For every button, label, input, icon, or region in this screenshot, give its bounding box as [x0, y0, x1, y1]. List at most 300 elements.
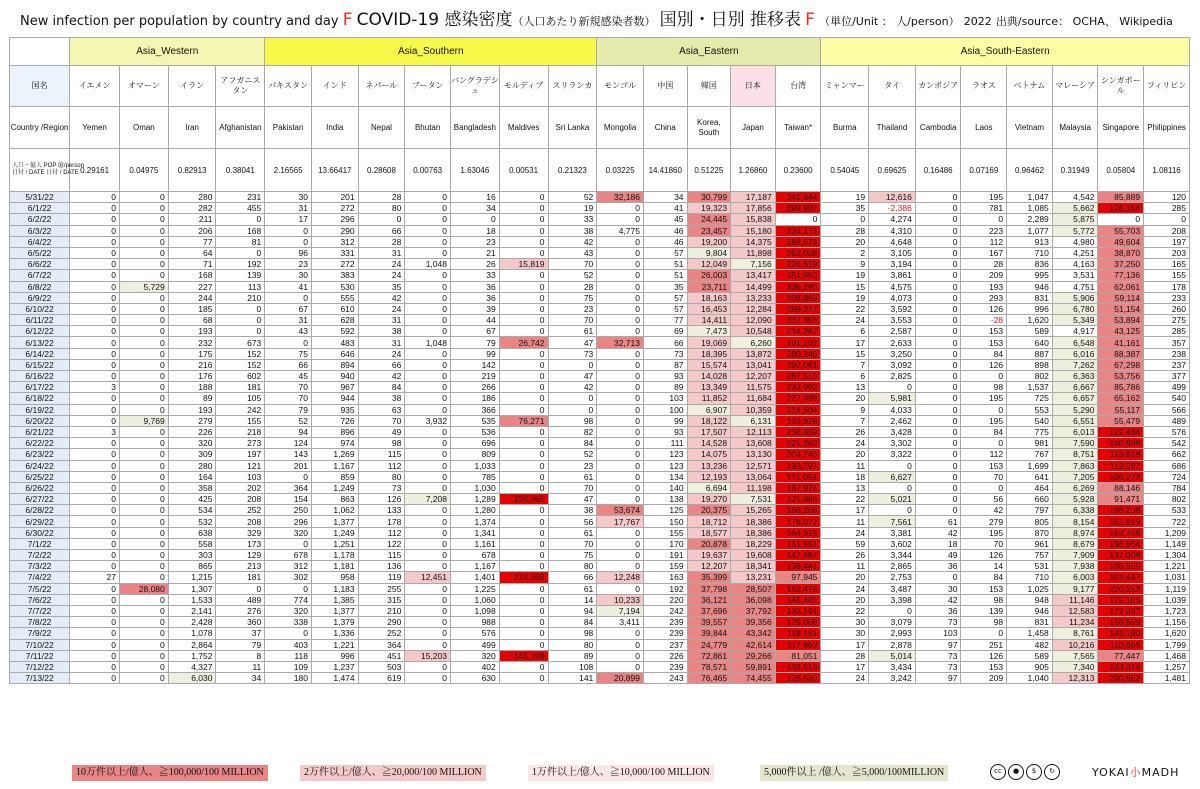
value-cell: 0 [499, 527, 548, 538]
value-cell: 20 [821, 393, 869, 404]
value-cell: 14,411 [687, 315, 731, 326]
value-cell: 0 [119, 292, 168, 303]
value-cell: 155 [216, 415, 265, 426]
value-cell: 100 [643, 404, 687, 415]
value-cell: 320 [265, 605, 312, 616]
value-cell: 1,289 [450, 494, 499, 505]
value-cell: 133 [358, 505, 405, 516]
value-cell: 3,381 [869, 527, 916, 538]
value-cell: 181 [216, 382, 265, 393]
value-cell: 555 [311, 292, 358, 303]
value-cell: 81,051 [775, 650, 821, 661]
by-icon: ● [1008, 764, 1024, 780]
region-header: Asia_Eastern [597, 38, 821, 66]
value-cell: 17 [821, 505, 869, 516]
value-cell: 1,167 [311, 460, 358, 471]
value-cell: 12,207 [687, 561, 731, 572]
value-cell: 18,386 [731, 516, 776, 527]
value-cell: 59 [821, 538, 869, 549]
value-cell: 0 [265, 337, 312, 348]
value-cell: 309 [168, 449, 216, 460]
value-cell: 364 [265, 482, 312, 493]
value-cell: 0 [216, 583, 265, 594]
value-cell: 36,098 [731, 594, 776, 605]
value-cell: 6,260 [731, 337, 776, 348]
value-cell: 171,051 [775, 471, 821, 482]
value-cell: 203 [1144, 247, 1190, 258]
value-cell: 3,344 [869, 550, 916, 561]
value-cell: 19 [548, 203, 597, 214]
value-cell: 767 [1007, 449, 1053, 460]
value-cell: 37,798 [687, 583, 731, 594]
country-name-en: Iran [168, 107, 216, 149]
value-cell: 0 [405, 538, 451, 549]
value-cell: 0 [548, 359, 597, 370]
value-cell: 722 [1144, 516, 1190, 527]
value-cell: 0 [405, 371, 451, 382]
value-cell: 36 [915, 605, 961, 616]
value-cell: 61 [548, 471, 597, 482]
value-cell: 0 [499, 382, 548, 393]
value-cell: 0 [597, 371, 644, 382]
value-cell: 1,149 [1144, 538, 1190, 549]
value-cell: 20 [821, 236, 869, 247]
value-cell: 193,928 [775, 415, 821, 426]
value-cell: 66 [358, 225, 405, 236]
date-cell: 6/11/22 [10, 315, 70, 326]
value-cell: 19,200 [687, 236, 731, 247]
value-cell: 9,769 [119, 415, 168, 426]
value-cell: 178,072 [775, 516, 821, 527]
value-cell: 15,838 [731, 214, 776, 225]
value-cell: 70 [265, 393, 312, 404]
value-cell: 2,141 [168, 605, 216, 616]
country-name-en: Malaysia [1052, 107, 1098, 149]
value-cell: 0 [775, 214, 821, 225]
value-cell: 1,167 [450, 561, 499, 572]
value-cell: 296 [265, 516, 312, 527]
country-name-jp: スリランカ [548, 66, 597, 107]
region-header: Asia_South-Eastern [821, 38, 1190, 66]
value-cell: 18,122 [687, 415, 731, 426]
value-cell: 12,451 [405, 572, 451, 583]
value-cell: 36 [915, 561, 961, 572]
value-cell: 70 [358, 415, 405, 426]
value-cell: 77 [168, 236, 216, 247]
value-cell: 14,528 [687, 438, 731, 449]
table-row [10, 303, 1190, 314]
value-cell: 280 [168, 460, 216, 471]
value-cell: 73 [915, 650, 961, 661]
value-cell: 14 [961, 561, 1007, 572]
value-cell: 67 [265, 303, 312, 314]
value-cell: 1,030 [450, 482, 499, 493]
table-row [10, 494, 1190, 505]
value-cell: 42 [548, 236, 597, 247]
country-name-en: Oman [119, 107, 168, 149]
value-cell: 33 [450, 270, 499, 281]
value-cell: 0 [70, 628, 120, 639]
value-cell: 13,130 [731, 449, 776, 460]
date-cell: 6/3/22 [10, 225, 70, 236]
legend-20000: 2万件以上/億人、≧20,000/100 MILLION [300, 765, 486, 781]
value-cell: 0 [70, 460, 120, 471]
value-cell: 223 [961, 225, 1007, 236]
value-cell: 7,565 [1052, 650, 1098, 661]
country-name-en: Cambodia [915, 107, 961, 149]
value-cell: 44 [450, 315, 499, 326]
value-cell: 3,194 [869, 259, 916, 270]
value-cell: 4,274 [869, 214, 916, 225]
country-name-en: Pakistan [265, 107, 312, 149]
value-cell: 53,894 [1098, 315, 1144, 326]
value-cell: 65,162 [1098, 393, 1144, 404]
value-cell: 358 [168, 482, 216, 493]
value-cell: 628 [311, 315, 358, 326]
value-cell: 540 [1007, 415, 1053, 426]
date-cell: 7/2/22 [10, 550, 70, 561]
value-cell: 0 [499, 628, 548, 639]
value-cell: 894 [311, 359, 358, 370]
value-cell: 4,917 [1052, 326, 1098, 337]
date-cell: 6/25/22 [10, 471, 70, 482]
country-name-jp: バングラデシュ [450, 66, 499, 107]
value-cell: 0 [119, 482, 168, 493]
value-cell: 1,481 [1144, 673, 1190, 684]
value-cell: 24 [358, 348, 405, 359]
value-cell: 0 [70, 650, 120, 661]
value-cell: 272 [311, 259, 358, 270]
value-cell: 831 [1007, 292, 1053, 303]
value-cell: 76,271 [499, 415, 548, 426]
value-cell: 121 [216, 460, 265, 471]
value-cell: 14,375 [731, 236, 776, 247]
value-cell: 224,619 [775, 259, 821, 270]
value-cell: 24 [821, 438, 869, 449]
value-cell: 12,616 [869, 192, 916, 203]
country-name-jp: オマーン [119, 66, 168, 107]
title-english: New infection per population by country and day [20, 14, 339, 29]
date-cell: 6/1/22 [10, 203, 70, 214]
country-name-en: China [643, 107, 687, 149]
value-cell: 192 [643, 583, 687, 594]
value-cell: 641 [1007, 471, 1053, 482]
value-cell: 55,117 [1098, 404, 1144, 415]
value-cell: 28 [358, 192, 405, 203]
value-cell: 226 [643, 650, 687, 661]
value-cell: 619 [358, 673, 405, 684]
value-cell: 0 [915, 292, 961, 303]
value-cell: 1,183 [311, 583, 358, 594]
value-cell: 1,025 [1007, 583, 1053, 594]
value-cell: 7,863 [1052, 460, 1098, 471]
value-cell: 1,377 [311, 605, 358, 616]
value-cell: 535 [450, 415, 499, 426]
value-cell: 126 [961, 650, 1007, 661]
value-cell: 0 [915, 438, 961, 449]
value-cell: 996 [311, 650, 358, 661]
population-value: 0.29161 [70, 149, 120, 192]
value-cell: 0 [265, 471, 312, 482]
date-cell: 6/15/22 [10, 359, 70, 370]
value-cell: 3,592 [869, 303, 916, 314]
date-cell: 7/4/22 [10, 572, 70, 583]
value-cell: 113 [216, 281, 265, 292]
value-cell: 0 [915, 281, 961, 292]
value-cell: 126 [961, 550, 1007, 561]
value-cell: 0 [869, 605, 916, 616]
value-cell: 26 [450, 259, 499, 270]
table-row [10, 594, 1190, 605]
value-cell: 12,193 [687, 471, 731, 482]
date-cell: 6/7/22 [10, 270, 70, 281]
value-cell: 3 [70, 426, 120, 437]
value-cell: 23 [450, 236, 499, 247]
value-cell: 0 [1144, 214, 1190, 225]
value-cell: 22 [821, 494, 869, 505]
value-cell: 0 [499, 326, 548, 337]
value-cell: 0 [961, 628, 1007, 639]
value-cell: 536 [450, 426, 499, 437]
value-cell: 6,551 [1052, 415, 1098, 426]
value-cell: 0 [499, 371, 548, 382]
table-row [10, 393, 1190, 404]
value-cell: 123 [643, 449, 687, 460]
value-cell: 0 [597, 561, 644, 572]
value-cell: 531 [1007, 561, 1053, 572]
value-cell: 566 [1144, 404, 1190, 415]
value-cell: 0 [499, 516, 548, 527]
value-cell: 0 [961, 371, 1007, 382]
value-cell: 6,548 [1052, 337, 1098, 348]
value-cell: 94 [265, 426, 312, 437]
value-cell: 0 [915, 426, 961, 437]
country-name-en: Nepal [358, 107, 405, 149]
value-cell: 0 [499, 281, 548, 292]
value-cell: 138 [643, 494, 687, 505]
value-cell: 89 [643, 382, 687, 393]
value-cell: 0 [499, 673, 548, 684]
value-cell: 0 [405, 673, 451, 684]
value-cell: 0 [597, 214, 644, 225]
date-cell: 7/1/22 [10, 538, 70, 549]
value-cell: 168 [216, 225, 265, 236]
value-cell: 351,653 [775, 270, 821, 281]
value-cell: 1,699 [1007, 460, 1053, 471]
value-cell: 49 [915, 550, 961, 561]
date-cell: 6/20/22 [10, 415, 70, 426]
population-value: 0.16486 [915, 149, 961, 192]
value-cell: 200,662 [1098, 673, 1144, 684]
value-cell: 191 [643, 550, 687, 561]
value-cell: 0 [915, 572, 961, 583]
value-cell: 250 [265, 505, 312, 516]
value-cell: 52 [265, 415, 312, 426]
value-cell: 45 [265, 371, 312, 382]
value-cell: 312 [311, 236, 358, 247]
value-cell: 0 [405, 225, 451, 236]
population-value: 1.08116 [1144, 149, 1190, 192]
value-cell: 47 [548, 494, 597, 505]
table-row [10, 292, 1190, 303]
value-cell: 91,471 [1098, 494, 1144, 505]
value-cell: 870 [1007, 527, 1053, 538]
value-cell: 0 [405, 449, 451, 460]
date-cell: 5/31/22 [10, 192, 70, 203]
value-cell: 20 [821, 594, 869, 605]
value-cell: 3,242 [869, 673, 916, 684]
value-cell: 13 [821, 482, 869, 493]
value-cell: 19 [821, 192, 869, 203]
value-cell: 84 [961, 348, 1007, 359]
value-cell: 0 [405, 460, 451, 471]
value-cell: 725 [1007, 393, 1053, 404]
value-cell: 147,487 [775, 550, 821, 561]
value-cell: 0 [597, 460, 644, 471]
value-cell: 630 [450, 673, 499, 684]
value-cell: 153 [961, 583, 1007, 594]
value-cell: 0 [597, 203, 644, 214]
value-cell: 0 [405, 639, 451, 650]
value-cell: 59,114 [1098, 292, 1144, 303]
value-cell: 10,216 [1052, 639, 1098, 650]
value-cell: 17,507 [687, 426, 731, 437]
value-cell: 15,203 [405, 650, 451, 661]
value-cell: 37,792 [731, 605, 776, 616]
value-cell: 0 [597, 393, 644, 404]
value-cell: 26 [821, 426, 869, 437]
value-cell: 0 [961, 482, 1007, 493]
value-cell: 23 [548, 460, 597, 471]
population-value: 0.00763 [405, 149, 451, 192]
value-cell: 52 [548, 192, 597, 203]
value-cell: 6,269 [1052, 482, 1098, 493]
date-cell: 7/9/22 [10, 628, 70, 639]
value-cell: 12,583 [1052, 605, 1098, 616]
table-row [10, 192, 1190, 203]
value-cell: 0 [499, 393, 548, 404]
population-value: 0.82913 [168, 149, 216, 192]
value-cell: 0 [499, 561, 548, 572]
value-cell: 168 [168, 270, 216, 281]
value-cell: 193,797 [775, 460, 821, 471]
value-cell: 0 [499, 192, 548, 203]
value-cell: 483 [311, 337, 358, 348]
value-cell: 198,208 [1098, 505, 1144, 516]
value-cell: 7 [821, 415, 869, 426]
table-row [10, 337, 1190, 348]
value-cell: 0 [597, 661, 644, 672]
value-cell: 293 [961, 292, 1007, 303]
value-cell: 39 [450, 303, 499, 314]
value-cell: 82 [548, 426, 597, 437]
value-cell: 0 [119, 550, 168, 561]
value-cell: 195 [961, 393, 1007, 404]
value-cell: 30 [821, 617, 869, 628]
value-cell: 0 [265, 583, 312, 594]
value-cell: 0 [499, 605, 548, 616]
value-cell: 0 [70, 449, 120, 460]
value-cell: 0 [597, 583, 644, 594]
value-cell: 1,385 [311, 594, 358, 605]
population-value: 0.07169 [961, 149, 1007, 192]
value-cell: 242 [643, 605, 687, 616]
date-cell: 6/8/22 [10, 281, 70, 292]
value-cell: 84 [358, 382, 405, 393]
value-cell: 53,756 [1098, 371, 1144, 382]
country-name-en: Bangladesh [450, 107, 499, 149]
value-cell: 3 [70, 382, 120, 393]
row-label-jp: 国名 [10, 66, 70, 107]
value-cell: 660 [1007, 494, 1053, 505]
value-cell: 1,304 [1144, 550, 1190, 561]
value-cell: 898 [1007, 359, 1053, 370]
value-cell: 3,932 [405, 415, 451, 426]
value-cell: 37,696 [687, 605, 731, 616]
date-cell: 6/9/22 [10, 292, 70, 303]
value-cell: 153 [961, 661, 1007, 672]
value-cell: 139 [961, 605, 1007, 616]
value-cell: 0 [597, 326, 644, 337]
value-cell: 802 [1144, 494, 1190, 505]
country-name-jp: モルディブ [499, 66, 548, 107]
value-cell: 809 [450, 449, 499, 460]
value-cell: 377 [1144, 371, 1190, 382]
value-cell: 252 [216, 505, 265, 516]
date-cell: 6/16/22 [10, 371, 70, 382]
value-cell: 155 [643, 527, 687, 538]
value-cell: 0 [869, 460, 916, 471]
value-cell: 11 [821, 516, 869, 527]
value-cell: 266 [450, 382, 499, 393]
legend [0, 758, 1200, 789]
value-cell: 30 [821, 628, 869, 639]
value-cell: 36,121 [687, 594, 731, 605]
value-cell: 89 [548, 650, 597, 661]
value-cell: 0 [405, 192, 451, 203]
value-cell: 201 [265, 460, 312, 471]
value-cell: 26,742 [499, 337, 548, 348]
value-cell: 6,667 [1052, 382, 1098, 393]
value-cell: 106,272 [1098, 471, 1144, 482]
value-cell: 18,395 [687, 348, 731, 359]
value-cell: 0 [597, 315, 644, 326]
value-cell: 0 [915, 203, 961, 214]
value-cell: 226 [168, 426, 216, 437]
value-cell: 80 [358, 203, 405, 214]
value-cell: 4,542 [1052, 192, 1098, 203]
table-row [10, 617, 1190, 628]
value-cell: 781 [961, 203, 1007, 214]
value-cell: 0 [597, 247, 644, 258]
date-cell: 6/23/22 [10, 449, 70, 460]
value-cell: 4,751 [1052, 281, 1098, 292]
value-cell: 239 [643, 661, 687, 672]
date-cell: 6/27/22 [10, 494, 70, 505]
value-cell: 79 [265, 404, 312, 415]
value-cell: 73 [643, 348, 687, 359]
value-cell: 0 [499, 292, 548, 303]
value-cell: 67,298 [1098, 359, 1144, 370]
value-cell: 11,684 [731, 393, 776, 404]
value-cell: 19,069 [687, 337, 731, 348]
value-cell: 331 [311, 247, 358, 258]
date-cell: 6/17/22 [10, 382, 70, 393]
value-cell: 152 [216, 359, 265, 370]
value-cell: 29,266 [731, 650, 776, 661]
country-name-jp: モンゴル [597, 66, 644, 107]
value-cell: 7,205 [1052, 471, 1098, 482]
